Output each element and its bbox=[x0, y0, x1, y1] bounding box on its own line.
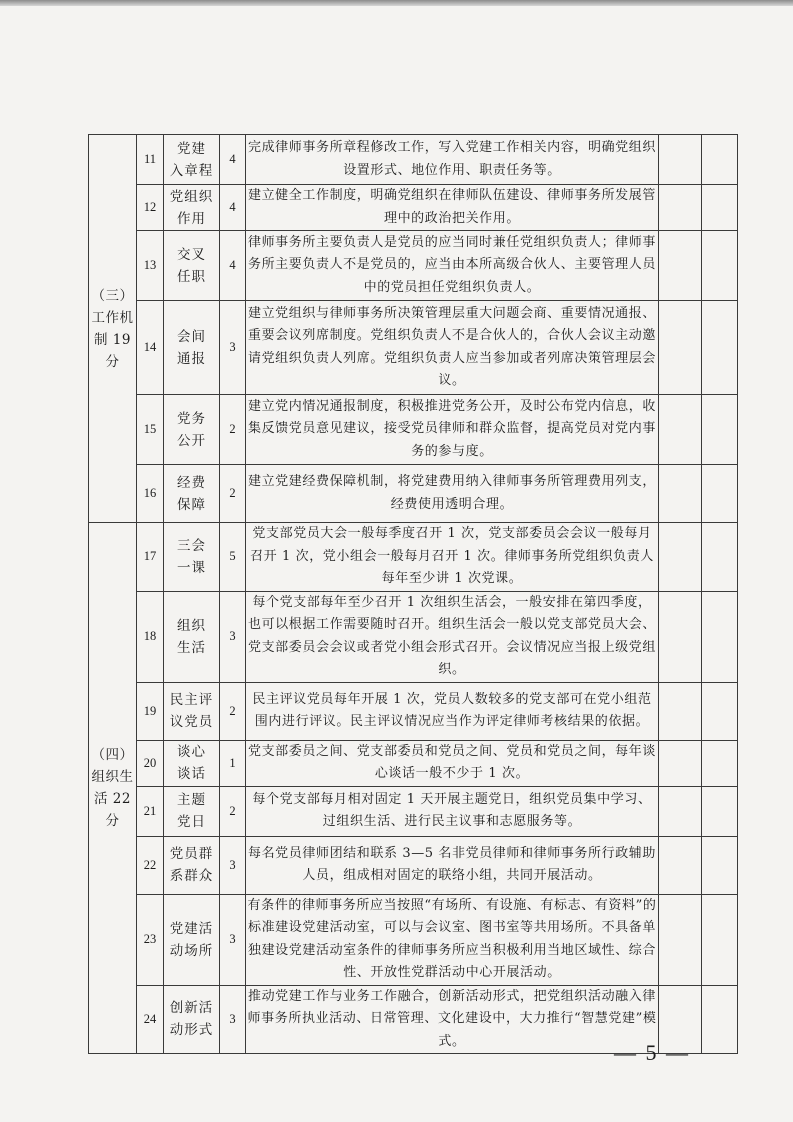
content-cell: 完成律师事务所章程修改工作，写入党建工作相关内容，明确党组织设置形式、地位作用、职责任务等。 bbox=[246, 135, 659, 185]
score-cell: 5 bbox=[220, 523, 246, 592]
item-number-cell: 21 bbox=[137, 786, 164, 836]
item-number-cell: 19 bbox=[137, 682, 164, 740]
content-cell: 党支部党员大会一般每季度召开 1 次，党支部委员会会议一般每月召开 1 次，党小组会一般每月召开 1 次。律师事务所党组织负责人每年至少讲 1 次党课。 bbox=[246, 523, 659, 592]
item-number-cell: 13 bbox=[137, 231, 164, 301]
review-cell bbox=[702, 301, 738, 395]
category-label-line: （四） bbox=[91, 747, 134, 763]
category-cell bbox=[89, 523, 137, 1054]
item-name: 党建 入章程 bbox=[169, 140, 214, 179]
score-cell: 4 bbox=[220, 231, 246, 301]
table-row bbox=[89, 465, 738, 523]
item-name-cell bbox=[164, 301, 220, 395]
review-cell bbox=[702, 740, 738, 786]
item-name-cell bbox=[164, 395, 220, 465]
review-cell bbox=[702, 231, 738, 301]
item-name-cell bbox=[164, 894, 220, 985]
item-number-cell: 18 bbox=[137, 591, 164, 682]
content-cell: 建立党组织与律师事务所决策管理层重大问题会商、重要情况通报、重要会议列席制度。党组织负责人不是合伙人的，合伙人会议主动邀请党组织负责人列席。党组织负责人应当参加或者列席决策管理层会议。 bbox=[246, 301, 659, 395]
category-label-line: 分 bbox=[105, 813, 120, 829]
content-cell: 建立健全工作制度，明确党组织在律师队伍建设、律师事务所发展管理中的政治把关作用。 bbox=[246, 185, 659, 231]
score-cell: 4 bbox=[220, 185, 246, 231]
content-cell: 律师事务所主要负责人是党员的应当同时兼任党组织负责人；律师事务所主要负责人不是党员的，应当由本所高级合伙人、主要管理人员中的党员担任党组织负责人。 bbox=[246, 231, 659, 301]
score-cell: 3 bbox=[220, 591, 246, 682]
content-cell: 每个党支部每月相对固定 1 天开展主题党日，组织党员集中学习、过组织生活、进行民主议事和志愿服务等。 bbox=[246, 786, 659, 836]
score-cell: 2 bbox=[220, 465, 246, 523]
category-cell bbox=[89, 135, 137, 523]
table-row bbox=[89, 740, 738, 786]
score-cell: 3 bbox=[220, 301, 246, 395]
table-row bbox=[89, 135, 738, 185]
content-cell: 党支部委员之间、党支部委员和党员之间、党员和党员之间，每年谈心谈话一般不少于 1 次。 bbox=[246, 740, 659, 786]
item-number-cell: 15 bbox=[137, 395, 164, 465]
category-label-line: 分 bbox=[105, 353, 120, 370]
self-assessment-cell bbox=[659, 682, 702, 740]
review-cell bbox=[702, 523, 738, 592]
content-cell: 建立党内情况通报制度，积极推进党务公开，及时公布党内信息，收集反馈党员意见建议，接受党员律师和群众监督，提高党员对党内事务的参与度。 bbox=[246, 395, 659, 465]
item-name-cell bbox=[164, 465, 220, 523]
review-cell bbox=[702, 465, 738, 523]
self-assessment-cell bbox=[659, 740, 702, 786]
self-assessment-cell bbox=[659, 135, 702, 185]
item-name: 主题 党日 bbox=[177, 792, 206, 830]
content-cell: 推动党建工作与业务工作融合，创新活动形式，把党组织活动融入律师事务所执业活动、日常管理、文化建设中，大力推行“智慧党建”模式。 bbox=[246, 985, 659, 1054]
item-name-cell bbox=[164, 786, 220, 836]
self-assessment-cell bbox=[659, 894, 702, 985]
table-row bbox=[89, 836, 738, 894]
table-row bbox=[89, 591, 738, 682]
self-assessment-cell bbox=[659, 591, 702, 682]
review-cell bbox=[702, 836, 738, 894]
item-name-cell bbox=[164, 231, 220, 301]
item-name: 民主评 议党员 bbox=[169, 692, 214, 730]
table-row bbox=[89, 231, 738, 301]
table-row bbox=[89, 786, 738, 836]
item-name: 经费 保障 bbox=[177, 474, 206, 513]
category-label-line: 活 22 bbox=[94, 791, 131, 807]
review-cell bbox=[702, 395, 738, 465]
item-number-cell: 24 bbox=[137, 985, 164, 1054]
score-cell: 3 bbox=[220, 894, 246, 985]
self-assessment-cell bbox=[659, 231, 702, 301]
item-name-cell bbox=[164, 740, 220, 786]
self-assessment-cell bbox=[659, 523, 702, 592]
item-name-cell bbox=[164, 135, 220, 185]
self-assessment-cell bbox=[659, 465, 702, 523]
item-number-cell: 16 bbox=[137, 465, 164, 523]
category-label-line: 工作机 bbox=[91, 309, 134, 326]
item-name: 会间 通报 bbox=[177, 328, 206, 367]
score-cell: 4 bbox=[220, 135, 246, 185]
category-label-line: 组织生 bbox=[91, 769, 134, 785]
item-name: 党建活 动场所 bbox=[169, 920, 214, 959]
content-cell: 建立党建经费保障机制，将党建费用纳入律师事务所管理费用列支，经费使用透明合理。 bbox=[246, 465, 659, 523]
table-row bbox=[89, 301, 738, 395]
item-name-cell bbox=[164, 836, 220, 894]
score-cell: 2 bbox=[220, 682, 246, 740]
item-name-cell bbox=[164, 591, 220, 682]
content-cell: 民主评议党员每年开展 1 次，党员人数较多的党支部可在党小组范围内进行评议。民主评议情况应当作为评定律师考核结果的依据。 bbox=[246, 682, 659, 740]
item-name: 谈心 谈话 bbox=[177, 744, 206, 782]
table-row bbox=[89, 395, 738, 465]
review-cell bbox=[702, 185, 738, 231]
self-assessment-cell bbox=[659, 395, 702, 465]
item-number-cell: 14 bbox=[137, 301, 164, 395]
self-assessment-cell bbox=[659, 185, 702, 231]
content-cell: 每个党支部每年至少召开 1 次组织生活会，一般安排在第四季度，也可以根据工作需要随时召开。组织生活会一般以党支部党员大会、党支部委员会会议或者党小组会形式召开。会议情况应当报上级党组织。 bbox=[246, 591, 659, 682]
item-number-cell: 11 bbox=[137, 135, 164, 185]
item-name: 三会 一课 bbox=[177, 537, 206, 576]
item-number-cell: 22 bbox=[137, 836, 164, 894]
score-cell: 3 bbox=[220, 836, 246, 894]
review-cell bbox=[702, 591, 738, 682]
review-cell bbox=[702, 682, 738, 740]
score-cell: 1 bbox=[220, 740, 246, 786]
content-cell: 每名党员律师团结和联系 3—5 名非党员律师和律师事务所行政辅助人员，组成相对固定的联络小组，共同开展活动。 bbox=[246, 836, 659, 894]
page-top-edge bbox=[0, 0, 793, 6]
item-name-cell bbox=[164, 523, 220, 592]
review-cell bbox=[702, 985, 738, 1054]
item-name: 党组织 作用 bbox=[169, 188, 214, 227]
review-cell bbox=[702, 786, 738, 836]
item-number-cell: 20 bbox=[137, 740, 164, 786]
score-cell: 2 bbox=[220, 786, 246, 836]
table-row bbox=[89, 185, 738, 231]
item-number-cell: 23 bbox=[137, 894, 164, 985]
category-label-line: （三） bbox=[91, 287, 134, 304]
item-name: 党务 公开 bbox=[177, 410, 206, 449]
item-name: 交叉 任职 bbox=[177, 246, 206, 285]
review-cell bbox=[702, 894, 738, 985]
item-name-cell bbox=[164, 985, 220, 1054]
item-name: 组织 生活 bbox=[177, 617, 206, 656]
score-cell: 2 bbox=[220, 395, 246, 465]
page-number: — 5 — bbox=[614, 1040, 690, 1065]
item-number-cell: 12 bbox=[137, 185, 164, 231]
score-cell: 3 bbox=[220, 985, 246, 1054]
scoring-table bbox=[88, 134, 738, 1054]
item-name-cell bbox=[164, 682, 220, 740]
content-cell: 有条件的律师事务所应当按照“有场所、有设施、有标志、有资料”的标准建设党建活动室，可以与会议室、图书室等共用场所。不具备单独建设党建活动室条件的律师事务所应当积极利用当地区域性、综合性、开放性党群活动中心开展活动。 bbox=[246, 894, 659, 985]
table-row bbox=[89, 523, 738, 592]
table-row bbox=[89, 682, 738, 740]
self-assessment-cell bbox=[659, 836, 702, 894]
item-name: 创新活 动形式 bbox=[169, 1000, 214, 1039]
item-name-cell bbox=[164, 185, 220, 231]
category-label-line: 制 19 bbox=[94, 331, 131, 348]
review-cell bbox=[702, 135, 738, 185]
self-assessment-cell bbox=[659, 301, 702, 395]
self-assessment-cell bbox=[659, 786, 702, 836]
item-number-cell: 17 bbox=[137, 523, 164, 592]
table-row bbox=[89, 894, 738, 985]
item-name: 党员群 系群众 bbox=[169, 846, 214, 884]
